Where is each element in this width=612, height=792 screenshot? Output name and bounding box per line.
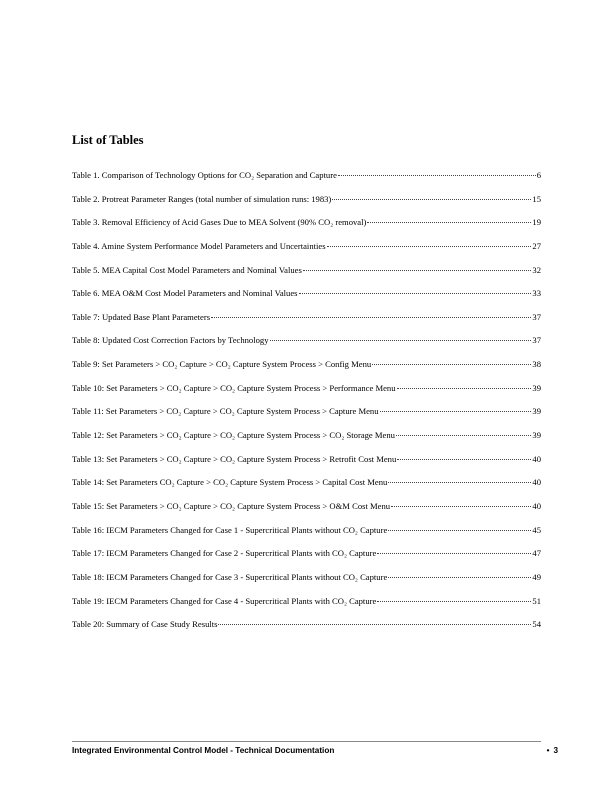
dot-leader — [391, 506, 531, 507]
toc-entry-page: 39 — [532, 430, 541, 441]
toc-entry-page: 45 — [532, 524, 541, 535]
toc-entry[interactable] — [72, 430, 541, 454]
dot-leader — [397, 459, 531, 460]
toc-entry-page: 51 — [532, 595, 541, 606]
dot-leader — [380, 411, 532, 412]
bullet-icon: • — [546, 746, 550, 755]
toc-entry[interactable] — [72, 383, 541, 407]
toc-entry-label: Table 14: Set Parameters CO₂ Capture > CO₂ Capture System Process > Capital Cost Menu — [72, 477, 388, 488]
toc-entry-page: 37 — [532, 311, 541, 322]
toc-entry-label: Table 2. Protreat Parameter Ranges (total number of simulation runs: 1983) — [72, 193, 332, 204]
toc-entry[interactable] — [72, 359, 541, 383]
toc-entry-page: 47 — [532, 548, 541, 559]
toc-entry-label: Table 6. MEA O&M Cost Model Parameters and Nominal Values — [72, 288, 298, 299]
toc-entry-page: 38 — [532, 359, 541, 370]
toc-entry[interactable] — [72, 288, 541, 312]
toc-entry[interactable] — [72, 454, 541, 478]
toc-entry-label: Table 4. Amine System Performance Model Parameters and Uncertainties — [72, 240, 326, 251]
toc-entry[interactable] — [72, 619, 541, 643]
toc-entry-label: Table 7: Updated Base Plant Parameters — [72, 311, 211, 322]
toc-entry-label: Table 18: IECM Parameters Changed for Case 3 - Supercritical Plants without CO₂ Capture — [72, 571, 388, 582]
toc-entry-page: 39 — [532, 382, 541, 393]
toc-entry-label: Table 9: Set Parameters > CO₂ Capture > CO₂ Capture System Process > Config Menu — [72, 359, 372, 370]
toc-entry[interactable] — [72, 501, 541, 525]
toc-entry-label: Table 5. MEA Capital Cost Model Parameters and Nominal Values — [72, 264, 302, 275]
toc-entry-label: Table 19: IECM Parameters Changed for Case 4 - Supercritical Plants with CO₂ Capture — [72, 595, 377, 606]
dot-leader — [388, 577, 531, 578]
toc-entry[interactable] — [72, 477, 541, 501]
toc-entry[interactable] — [72, 312, 541, 336]
toc-entry-label: Table 1. Comparison of Technology Options for CO₂ Separation and Capture — [72, 170, 337, 180]
toc-entry-label: Table 12: Set Parameters > CO₂ Capture > CO₂ Capture System Process > CO₂ Storage Menu — [72, 430, 395, 441]
toc-entry-page: 6 — [536, 170, 541, 180]
toc-entry[interactable] — [72, 265, 541, 289]
toc-entry-page: 19 — [532, 217, 541, 228]
dot-leader — [270, 340, 532, 341]
toc-entry-page: 32 — [532, 264, 541, 275]
dot-leader — [388, 482, 531, 483]
page-title: List of Tables — [72, 133, 144, 147]
toc-entry-page: 40 — [532, 500, 541, 511]
dot-leader — [388, 530, 531, 531]
dot-leader — [338, 175, 536, 176]
dot-leader — [397, 388, 532, 389]
toc-entry-label: Table 15: Set Parameters > CO₂ Capture > CO₂ Capture System Process > O&M Cost Menu — [72, 500, 391, 511]
toc-entry-label: Table 20: Summary of Case Study Results — [72, 619, 218, 630]
toc-entry-label: Table 13: Set Parameters > CO₂ Capture > CO₂ Capture System Process > Retrofit Cost Menu — [72, 453, 397, 464]
toc-entry[interactable] — [72, 194, 541, 218]
toc-entry-label: Table 3. Removal Efficiency of Acid Gases Due to MEA Solvent (90% CO₂ removal) — [72, 217, 367, 228]
footer-divider — [72, 741, 541, 742]
toc-entry[interactable] — [72, 596, 541, 620]
dot-leader — [377, 601, 531, 602]
toc-entry-page: 40 — [532, 453, 541, 464]
dot-leader — [396, 435, 531, 436]
toc-entry-page: 27 — [532, 240, 541, 251]
footer-title: Integrated Environmental Control Model - Technical Documentation — [72, 746, 335, 755]
toc-entry-page: 33 — [532, 288, 541, 299]
toc-entry-page: 40 — [532, 477, 541, 488]
dot-leader — [372, 364, 531, 365]
toc-entry-label: Table 11: Set Parameters > CO₂ Capture > CO₂ Capture System Process > Capture Menu — [72, 406, 379, 417]
dot-leader — [303, 270, 532, 271]
toc-entry-page: 54 — [532, 619, 541, 630]
toc-entry[interactable] — [72, 525, 541, 549]
toc-entry-page: 39 — [532, 406, 541, 417]
toc-entry[interactable] — [72, 548, 541, 572]
toc-entry-label: Table 16: IECM Parameters Changed for Case 1 - Supercritical Plants without CO₂ Capture — [72, 524, 388, 535]
dot-leader — [367, 222, 531, 223]
toc-entry[interactable] — [72, 572, 541, 596]
footer-page-number — [547, 746, 558, 755]
dot-leader — [218, 624, 531, 625]
toc-entry[interactable] — [72, 217, 541, 241]
toc-entry[interactable] — [72, 335, 541, 359]
list-of-tables — [72, 170, 541, 643]
toc-entry-label: Table 17: IECM Parameters Changed for Case 2 - Supercritical Plants with CO₂ Capture — [72, 548, 377, 559]
toc-entry[interactable] — [72, 406, 541, 430]
dot-leader — [377, 553, 531, 554]
toc-entry-label: Table 10: Set Parameters > CO₂ Capture > CO₂ Capture System Process > Performance Menu — [72, 382, 396, 393]
toc-entry-label: Table 8: Updated Cost Correction Factors by Technology — [72, 335, 269, 346]
dot-leader — [327, 246, 532, 247]
toc-entry-page: 37 — [532, 335, 541, 346]
page-number: 3 — [553, 746, 558, 755]
toc-entry[interactable] — [72, 170, 541, 194]
dot-leader — [211, 317, 531, 318]
dot-leader — [332, 199, 531, 200]
toc-entry[interactable] — [72, 241, 541, 265]
toc-entry-page: 15 — [532, 193, 541, 204]
dot-leader — [299, 293, 532, 294]
toc-entry-page: 49 — [532, 571, 541, 582]
